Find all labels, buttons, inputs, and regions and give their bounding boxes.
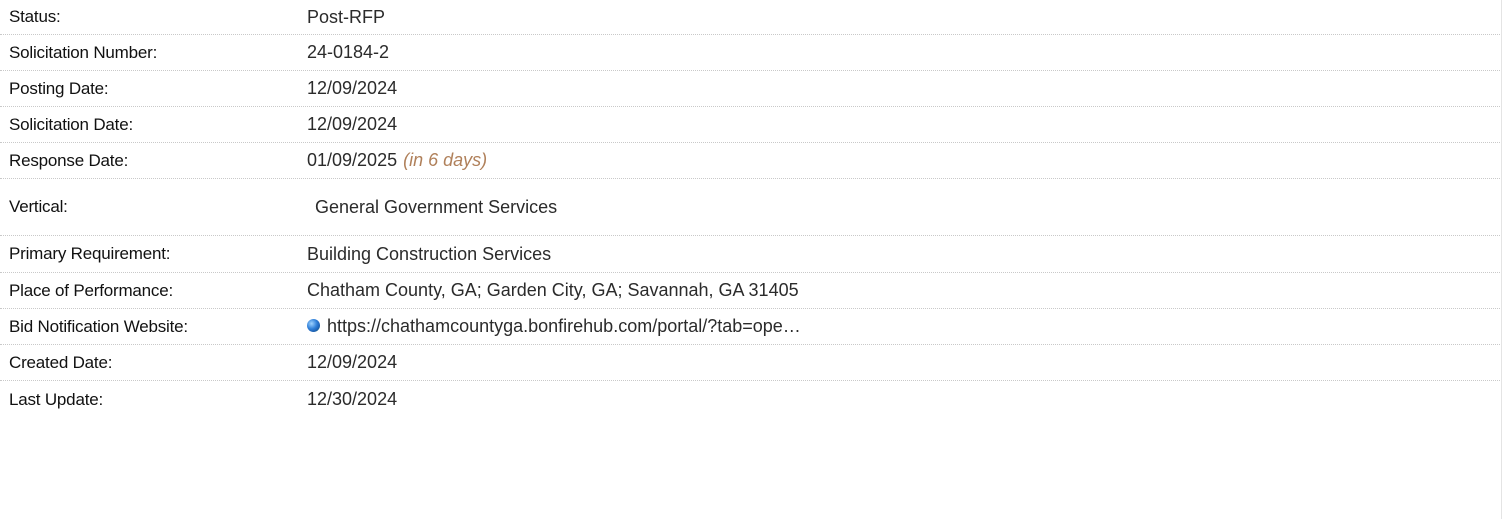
vertical-value: General Government Services <box>315 196 558 217</box>
solicitation-number-label: Solicitation Number: <box>9 42 158 62</box>
detail-row-primary-requirement <box>0 236 1500 273</box>
place-of-performance-label: Place of Performance: <box>9 280 173 300</box>
bid-notification-website-label: Bid Notification Website: <box>9 316 188 336</box>
posting-date-label: Posting Date: <box>9 78 109 98</box>
days-remaining-note: (in 6 days) <box>403 150 488 170</box>
bid-notification-website-link[interactable]: https://chathamcountyga.bonfirehub.com/portal/?tab=ope… <box>327 316 801 336</box>
detail-row-created-date <box>0 345 1500 381</box>
response-date-label: Response Date: <box>9 150 129 170</box>
detail-row-response-date <box>0 143 1500 179</box>
created-date-value: 12/09/2024 <box>307 352 398 372</box>
primary-requirement-label: Primary Requirement: <box>9 244 171 263</box>
last-update-label: Last Update: <box>9 389 103 409</box>
detail-row-bid-notification-website <box>0 309 1500 345</box>
detail-row-posting-date <box>0 71 1500 107</box>
status-value: Post-RFP <box>307 6 386 27</box>
globe-icon <box>307 319 320 332</box>
detail-row-vertical <box>0 179 1500 236</box>
vertical-label: Vertical: <box>9 197 68 216</box>
posting-date-value: 12/09/2024 <box>307 78 398 98</box>
detail-row-solicitation-date <box>0 107 1500 143</box>
response-date-value <box>307 150 487 171</box>
solicitation-date-value: 12/09/2024 <box>307 114 398 134</box>
status-label: Status: <box>9 7 61 26</box>
created-date-label: Created Date: <box>9 352 113 372</box>
right-border <box>1501 0 1502 519</box>
detail-row-last-update <box>0 381 1500 418</box>
solicitation-number-value: 24-0184-2 <box>307 42 390 62</box>
response-date-text: 01/09/2025 <box>307 150 398 170</box>
detail-row-solicitation-number <box>0 35 1500 71</box>
place-of-performance-value: Chatham County, GA; Garden City, GA; Savannah, GA 31405 <box>307 280 799 300</box>
detail-row-place-of-performance <box>0 273 1500 309</box>
solicitation-date-label: Solicitation Date: <box>9 114 133 134</box>
bid-notification-website-value <box>307 316 801 337</box>
primary-requirement-value: Building Construction Services <box>307 243 552 264</box>
detail-row-status <box>0 0 1500 35</box>
last-update-value: 12/30/2024 <box>307 389 398 409</box>
